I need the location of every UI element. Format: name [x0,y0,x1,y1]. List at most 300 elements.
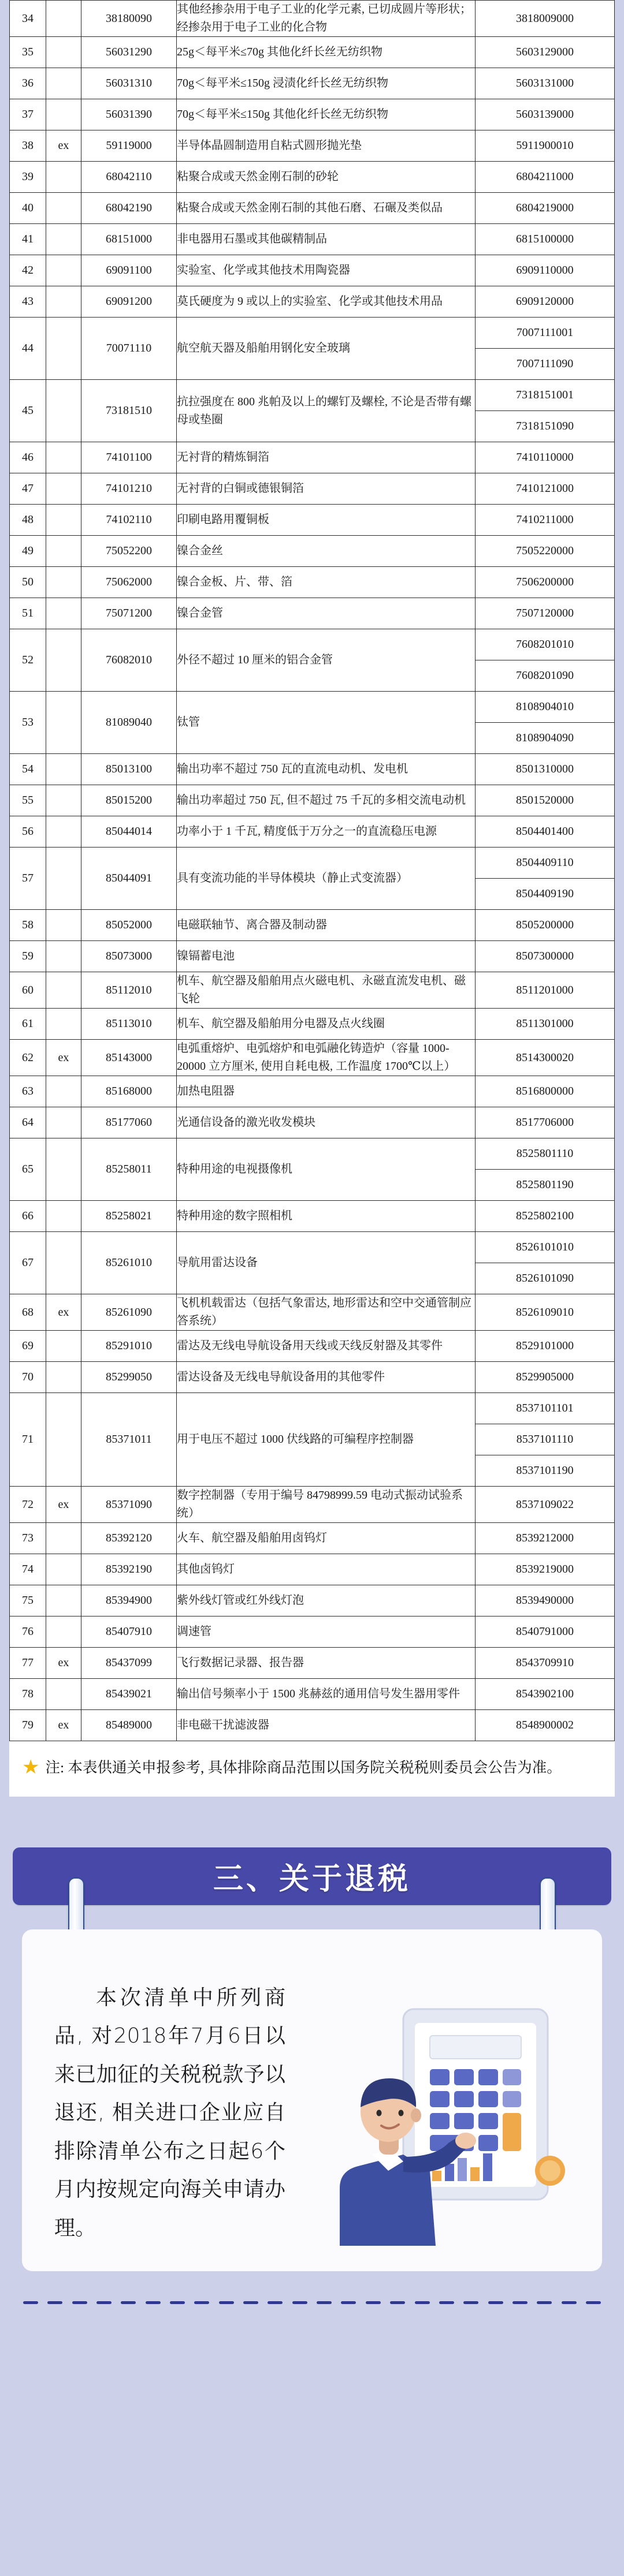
hs-code: 7318151001 [476,380,614,411]
cell-ex-flag [46,1,81,37]
hs-code: 8529101000 [516,1339,574,1352]
table-row [10,380,615,442]
hs-code: 8539490000 [516,1594,574,1607]
coin-icon [535,2156,565,2186]
hs-code: 8505200000 [516,919,574,931]
cell-tariff-code: 74101100 [81,442,177,473]
cell-index: 53 [10,692,46,754]
cell-ex-flag [46,318,81,380]
cell-description: 机车、航空器及船舶用分电器及点火线圈 [177,1009,476,1040]
dash-segment [268,2301,283,2304]
dash-segment [146,2301,161,2304]
cell-tariff-code: 69091100 [81,255,177,286]
cell-hs-codes [476,1585,615,1616]
cell-ex-flag: ex [46,1294,81,1331]
hs-code: 5911900010 [516,139,574,152]
cell-tariff-code: 38180090 [81,1,177,37]
cell-ex-flag [46,567,81,598]
cell-hs-codes [476,1362,615,1393]
dash-segment [390,2301,405,2304]
dash-segment [47,2301,62,2304]
cell-ex-flag [46,1554,81,1585]
table-row [10,972,615,1009]
cell-hs-codes [476,692,615,754]
cell-tariff-code: 75071200 [81,598,177,629]
hs-code: 8537109022 [516,1498,574,1511]
hs-code: 8507300000 [516,950,574,962]
hs-code: 5603131000 [516,77,574,89]
hs-code: 8537101101 [476,1393,614,1424]
table-row [10,1076,615,1107]
hs-code: 7410121000 [516,482,574,495]
table-row [10,318,615,380]
hs-code: 8108904010 [476,692,614,723]
cell-index: 68 [10,1294,46,1331]
table-row [10,68,615,99]
hs-code: 6804219000 [516,201,574,214]
cell-tariff-code: 85489000 [81,1710,177,1741]
table-row [10,785,615,816]
cell-ex-flag [46,193,81,224]
table-row [10,37,615,68]
table-row [10,1331,615,1362]
footnote-text: 注: 本表供通关申报参考, 具体排除商品范围以国务院关税税则委员会公告为准。 [45,1759,562,1776]
table-row [10,848,615,910]
cell-index: 35 [10,37,46,68]
cell-index: 56 [10,816,46,848]
hs-code: 7507120000 [516,607,574,619]
cell-hs-codes [476,473,615,505]
cell-ex-flag [46,941,81,972]
dash-segment [439,2301,454,2304]
hs-code: 7505220000 [516,544,574,557]
cell-index: 62 [10,1040,46,1076]
cell-index: 63 [10,1076,46,1107]
hs-code: 5603139000 [516,108,574,121]
cell-tariff-code: 85392120 [81,1523,177,1554]
cell-ex-flag [46,692,81,754]
table-row [10,1523,615,1554]
hs-code: 8504401400 [516,825,574,838]
dash-segment [512,2301,528,2304]
dashed-divider [23,2301,601,2305]
cell-ex-flag [46,785,81,816]
cell-hs-codes [476,1331,615,1362]
hs-code: 6815100000 [516,233,574,245]
cell-ex-flag [46,1585,81,1616]
cell-index: 37 [10,99,46,130]
cell-index: 48 [10,505,46,536]
cell-ex-flag: ex [46,1040,81,1076]
cell-tariff-code: 85258021 [81,1201,177,1232]
cell-hs-codes [476,442,615,473]
cell-tariff-code: 69091200 [81,286,177,318]
cell-index: 38 [10,130,46,162]
cell-ex-flag [46,505,81,536]
cell-description: 加热电阻器 [177,1076,476,1107]
dash-segment [170,2301,185,2304]
cell-ex-flag [46,1393,81,1487]
cell-description: 印刷电路用覆铜板 [177,505,476,536]
cell-description: 25g＜每平米≤70g 其他化纤长丝无纺织物 [177,37,476,68]
hs-code: 8537101190 [516,1464,574,1477]
table-row [10,1393,615,1487]
cell-ex-flag [46,629,81,692]
cell-hs-codes [476,567,615,598]
cell-ex-flag: ex [46,1487,81,1523]
hs-code: 8526109010 [516,1305,574,1319]
footnote-line [22,1756,597,1779]
cell-description: 输出功率不超过 750 瓦的直流电动机、发电机 [177,754,476,785]
hs-code: 7608201010 [476,629,614,660]
cell-index: 76 [10,1616,46,1648]
cell-tariff-code: 73181510 [81,380,177,442]
cell-description: 数字控制器（专用于编号 84798999.59 电动式振动试验系统） [177,1487,476,1523]
cell-tariff-code: 85299050 [81,1362,177,1393]
refund-body-text: 本次清单中所列商品, 对2018年7月6日以来已加征的关税税款予以退还, 相关进口企业应自排除清单公布之日起6个月内按规定向海关申请办理。 [54,1985,285,2241]
cell-index: 41 [10,224,46,255]
table-row [10,1201,615,1232]
cell-index: 60 [10,972,46,1009]
cell-description: 无衬背的白铜或德银铜箔 [177,473,476,505]
hs-code: 6909120000 [516,295,574,308]
cell-description: 粘聚合成或天然金刚石制的砂轮 [177,162,476,193]
cell-tariff-code: 85258011 [81,1138,177,1201]
cell-tariff-code: 85261010 [81,1232,177,1294]
table-row [10,1294,615,1331]
cell-description: 机车、航空器及船舶用点火磁电机、永磁直流发电机、磁飞轮 [177,972,476,1009]
footnote-block [9,1741,615,1797]
cell-description: 镍合金板、片、带、箔 [177,567,476,598]
cell-hs-codes [476,1616,615,1648]
cell-tariff-code: 85168000 [81,1076,177,1107]
cell-hs-codes [476,941,615,972]
tariff-table-body [10,1,615,1741]
cell-index: 49 [10,536,46,567]
cell-index: 79 [10,1710,46,1741]
hs-code: 6909110000 [516,264,574,277]
dash-segment [194,2301,209,2304]
cell-ex-flag [46,1616,81,1648]
cell-description: 外径不超过 10 厘米的铝合金管 [177,629,476,692]
cell-tariff-code: 75052200 [81,536,177,567]
hs-code: 8539219000 [516,1563,574,1576]
cell-description: 航空航天器及船舶用钢化安全玻璃 [177,318,476,380]
cell-index: 52 [10,629,46,692]
tariff-table-sheet [9,0,615,1741]
hs-code: 8548900002 [516,1719,574,1731]
cell-hs-codes [476,1076,615,1107]
table-row [10,99,615,130]
cell-ex-flag [46,1523,81,1554]
cell-tariff-code: 85112010 [81,972,177,1009]
cell-index: 61 [10,1009,46,1040]
cell-tariff-code: 74102110 [81,505,177,536]
cell-tariff-code: 56031390 [81,99,177,130]
table-row [10,1616,615,1648]
hs-code: 8501520000 [516,794,574,807]
tax-refund-illustration [317,1998,588,2246]
hs-code: 8516800000 [516,1085,574,1097]
dash-segment [463,2301,478,2304]
dash-segment [219,2301,234,2304]
hs-code: 3818009000 [516,12,574,25]
hs-code: 8504409110 [476,848,614,879]
cell-hs-codes [476,162,615,193]
cell-hs-codes [476,972,615,1009]
table-row [10,1,615,37]
cell-tariff-code: 85052000 [81,910,177,941]
cell-ex-flag [46,910,81,941]
table-row [10,162,615,193]
cell-tariff-code: 59119000 [81,130,177,162]
dash-segment [96,2301,112,2304]
refund-card-body [22,1929,602,2271]
cell-hs-codes [476,1487,615,1523]
cell-index: 73 [10,1523,46,1554]
cell-ex-flag [46,1009,81,1040]
cell-ex-flag [46,380,81,442]
tariff-table [9,0,615,1741]
dash-segment [366,2301,381,2304]
cell-ex-flag [46,972,81,1009]
cell-index: 57 [10,848,46,910]
cell-index: 34 [10,1,46,37]
cell-description: 具有变流功能的半导体模块（静止式变流器） [177,848,476,910]
table-row [10,1107,615,1138]
cell-hs-codes [476,1138,615,1201]
cell-ex-flag [46,224,81,255]
table-row [10,1554,615,1585]
table-row [10,1585,615,1616]
cell-tariff-code: 75062000 [81,567,177,598]
cell-description: 雷达及无线电导航设备用天线或天线反射器及其零件 [177,1331,476,1362]
hs-code: 8514300020 [516,1051,574,1064]
cell-tariff-code: 85073000 [81,941,177,972]
hs-code: 8525801110 [476,1138,614,1170]
cell-ex-flag: ex [46,130,81,162]
cell-ex-flag [46,286,81,318]
cell-hs-codes [476,1232,615,1294]
cell-ex-flag [46,816,81,848]
table-row [10,1232,615,1294]
cell-hs-codes [476,1201,615,1232]
cell-hs-codes [476,785,615,816]
cell-index: 44 [10,318,46,380]
cell-index: 67 [10,1232,46,1294]
cell-tariff-code: 68042110 [81,162,177,193]
cell-tariff-code: 85371090 [81,1487,177,1523]
hs-code: 8517706000 [516,1116,574,1129]
dash-segment [121,2301,136,2304]
hs-code: 8504409190 [516,887,574,900]
cell-ex-flag [46,1138,81,1201]
cell-index: 54 [10,754,46,785]
table-row [10,1648,615,1679]
table-row [10,286,615,318]
cell-index: 65 [10,1138,46,1201]
cell-description: 其他经掺杂用于电子工业的化学元素, 已切成圆片等形状；经掺杂用于电子工业的化合物 [177,1,476,37]
cell-tariff-code: 76082010 [81,629,177,692]
cell-tariff-code: 85044014 [81,816,177,848]
cell-hs-codes [476,1,615,37]
hs-code: 8511201000 [516,983,574,996]
cell-description: 镍合金丝 [177,536,476,567]
cell-tariff-code: 85394900 [81,1585,177,1616]
cell-tariff-code: 85015200 [81,785,177,816]
cell-hs-codes [476,754,615,785]
table-row [10,1487,615,1523]
cell-tariff-code: 70071110 [81,318,177,380]
dash-segment [415,2301,430,2304]
cell-hs-codes [476,130,615,162]
hs-code: 7007111001 [476,318,614,349]
dash-segment [537,2301,552,2304]
cell-description: 用于电压不超过 1000 伏线路的可编程序控制器 [177,1393,476,1487]
cell-ex-flag [46,1362,81,1393]
cell-description: 70g＜每平米≤150g 浸渍化纤长丝无纺织物 [177,68,476,99]
cell-description: 镍镉蓄电池 [177,941,476,972]
hs-code: 7506200000 [516,576,574,588]
cell-tariff-code: 85291010 [81,1331,177,1362]
cell-index: 78 [10,1679,46,1710]
cell-index: 47 [10,473,46,505]
cell-hs-codes [476,848,615,910]
cell-index: 50 [10,567,46,598]
cell-index: 70 [10,1362,46,1393]
table-row [10,224,615,255]
cell-hs-codes [476,1648,615,1679]
table-row [10,473,615,505]
cell-hs-codes [476,1710,615,1741]
cell-description: 电磁联轴节、离合器及制动器 [177,910,476,941]
cell-description: 飞机机载雷达（包括气象雷达, 地形雷达和空中交通管制应答系统） [177,1294,476,1331]
hs-code: 8529905000 [516,1371,574,1383]
cell-hs-codes [476,224,615,255]
cell-description: 抗拉强度在 800 兆帕及以上的螺钉及螺栓, 不论是否带有螺母或垫圈 [177,380,476,442]
cell-tariff-code: 56031310 [81,68,177,99]
table-row [10,1009,615,1040]
cell-tariff-code: 68042190 [81,193,177,224]
cell-ex-flag [46,37,81,68]
cell-description: 功率小于 1 千瓦, 精度低于万分之一的直流稳压电源 [177,816,476,848]
table-row [10,130,615,162]
cell-index: 43 [10,286,46,318]
cell-index: 64 [10,1107,46,1138]
dash-segment [72,2301,87,2304]
cell-hs-codes [476,318,615,380]
cell-ex-flag [46,1201,81,1232]
cell-ex-flag [46,1232,81,1294]
hs-code: 7410211000 [516,513,574,526]
cell-tariff-code: 85177060 [81,1107,177,1138]
hs-code: 8543709910 [516,1656,574,1669]
cell-ex-flag [46,754,81,785]
dash-segment [23,2301,38,2304]
cell-description: 钛管 [177,692,476,754]
dash-segment [317,2301,332,2304]
cell-hs-codes [476,1009,615,1040]
hs-code: 8525801190 [516,1178,574,1191]
cell-ex-flag [46,536,81,567]
hs-code: 8526101090 [516,1272,574,1285]
cell-ex-flag [46,68,81,99]
cell-index: 58 [10,910,46,941]
dash-segment [341,2301,356,2304]
cell-index: 46 [10,442,46,473]
table-row [10,193,615,224]
table-row [10,692,615,754]
cell-description: 莫氏硬度为 9 或以上的实验室、化学或其他技术用品 [177,286,476,318]
cell-hs-codes [476,99,615,130]
cell-index: 69 [10,1331,46,1362]
cell-index: 77 [10,1648,46,1679]
hs-code: 8511301000 [516,1017,574,1030]
cell-index: 55 [10,785,46,816]
cell-hs-codes [476,1554,615,1585]
table-row [10,1679,615,1710]
cell-index: 40 [10,193,46,224]
cell-hs-codes [476,536,615,567]
cell-ex-flag [46,1679,81,1710]
table-row [10,598,615,629]
section-gap [0,1797,624,1847]
cell-tariff-code: 74101210 [81,473,177,505]
star-icon: ★ [22,1757,40,1778]
cell-ex-flag [46,848,81,910]
cell-index: 45 [10,380,46,442]
hs-code: 8540791000 [516,1625,574,1638]
table-row [10,910,615,941]
cell-index: 51 [10,598,46,629]
cell-ex-flag [46,1107,81,1138]
cell-hs-codes [476,629,615,692]
table-row [10,567,615,598]
table-row [10,816,615,848]
cell-index: 75 [10,1585,46,1616]
hs-code: 8543902100 [516,1688,574,1700]
cell-index: 36 [10,68,46,99]
cell-hs-codes [476,286,615,318]
cell-index: 42 [10,255,46,286]
table-row [10,1710,615,1741]
cell-description: 特种用途的数字照相机 [177,1201,476,1232]
illustration-svg [317,1998,588,2246]
hs-code: 5603129000 [516,46,574,58]
cell-description: 输出信号频率小于 1500 兆赫兹的通用信号发生器用零件 [177,1679,476,1710]
cell-description: 实验室、化学或其他技术用陶瓷器 [177,255,476,286]
cell-tariff-code: 85437099 [81,1648,177,1679]
cell-hs-codes [476,1679,615,1710]
hs-code: 7318151090 [516,420,574,432]
hs-code: 8537101110 [476,1424,614,1455]
cell-index: 74 [10,1554,46,1585]
cell-tariff-code: 85044091 [81,848,177,910]
table-row [10,1138,615,1201]
cell-hs-codes [476,380,615,442]
cell-description: 特种用途的电视摄像机 [177,1138,476,1201]
cell-description: 飞行数据记录器、报告器 [177,1648,476,1679]
cell-hs-codes [476,598,615,629]
cell-tariff-code: 68151000 [81,224,177,255]
table-row [10,1362,615,1393]
cell-hs-codes [476,1294,615,1331]
table-row [10,255,615,286]
dash-segment [586,2301,601,2304]
hs-code: 8501310000 [516,763,574,775]
hs-code: 8108904090 [516,731,574,744]
table-row [10,505,615,536]
